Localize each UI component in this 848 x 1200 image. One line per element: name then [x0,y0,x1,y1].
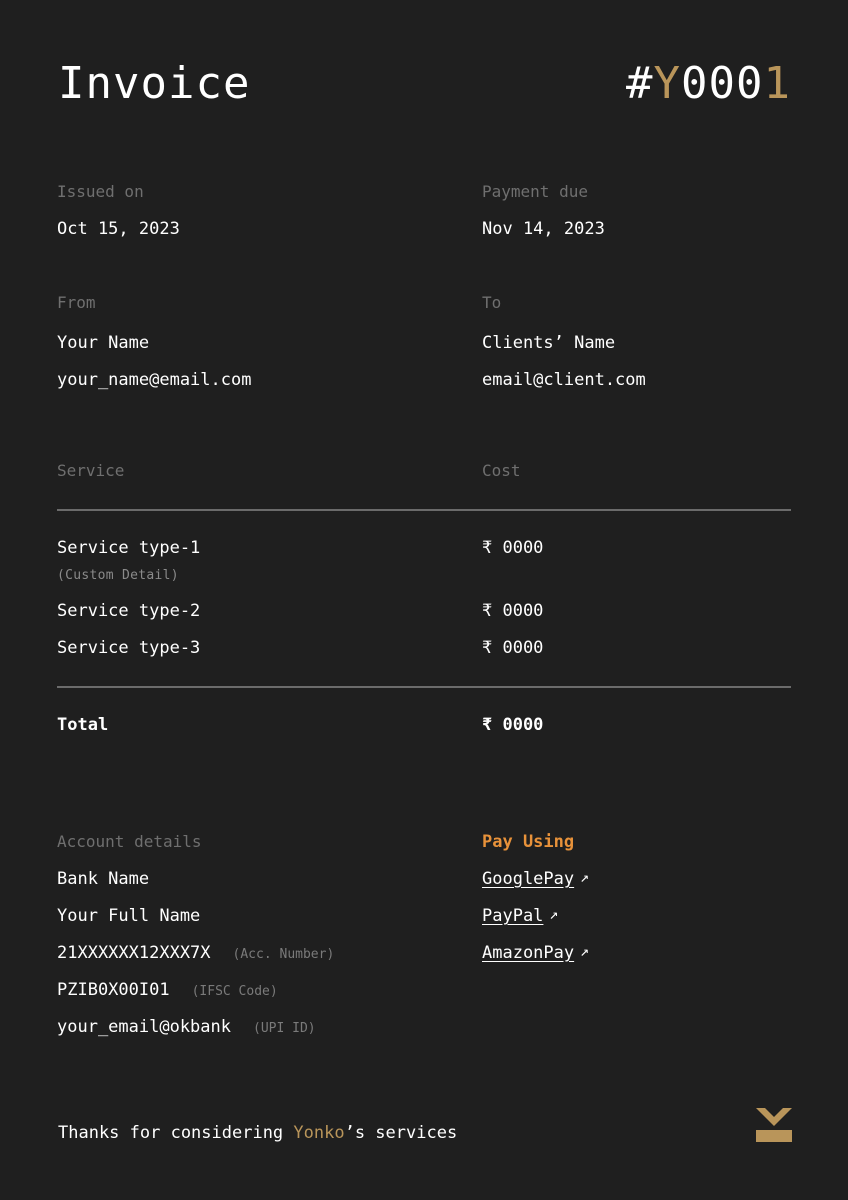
ifsc-code: PZIB0X00I01 [57,980,170,1000]
from-label: From [57,293,96,312]
ifsc-line [57,979,278,1003]
from-email: your_name@email.com [57,370,252,390]
from-name: Your Name [57,333,150,353]
invoice-number-last: 1 [763,58,791,109]
invoice-number-prefix: # [626,58,654,109]
to-label: To [482,293,502,312]
upi-line [57,1016,316,1040]
arrow-up-right-icon: ↗ [580,868,590,886]
arrow-up-right-icon: ↗ [580,942,590,960]
pay-using-heading: Pay Using [482,832,575,852]
paypal-link[interactable] [482,905,558,927]
table-row-detail: (Custom Detail) [57,568,179,583]
invoice-number-mid: 000 [681,58,764,109]
upi-note: (UPI ID) [253,1021,316,1036]
table-top-divider [57,509,791,511]
brand-name: Yonko [293,1123,345,1143]
account-number: 21XXXXXX12XXX7X [57,943,211,963]
amazonpay-link[interactable] [482,942,589,964]
footer-thanks [58,1122,457,1144]
table-row-service: Service type-1 [57,538,201,558]
total-label: Total [57,715,109,735]
payment-due-value: Nov 14, 2023 [482,219,605,239]
upi-id: your_email@okbank [57,1017,231,1037]
thanks-suffix: ’s services [344,1123,458,1143]
account-details-label: Account details [57,832,202,851]
table-row-service: Service type-3 [57,638,201,658]
issued-on-label: Issued on [57,182,144,201]
cost-column-header: Cost [482,461,521,480]
issued-on-value: Oct 15, 2023 [57,219,180,239]
to-name: Clients’ Name [482,333,616,353]
total-value: ₹ 0000 [482,715,544,735]
ifsc-note: (IFSC Code) [191,984,278,999]
account-holder-name: Your Full Name [57,906,201,926]
invoice-number-letter: Y [653,58,682,109]
paypal-link-label: PayPal [482,906,544,926]
invoice-number [626,58,791,110]
googlepay-link[interactable] [482,868,589,890]
service-column-header: Service [57,461,125,480]
table-row-service: Service type-2 [57,601,201,621]
account-number-note: (Acc. Number) [232,947,335,962]
account-number-line [57,942,334,966]
to-email: email@client.com [482,370,646,390]
invoice-title: Invoice [58,58,251,109]
yonko-logo-icon [756,1108,792,1142]
arrow-up-right-icon: ↗ [549,905,559,923]
amazonpay-link-label: AmazonPay [482,943,575,963]
bank-name: Bank Name [57,869,150,889]
table-bottom-divider [57,686,791,688]
table-row-cost: ₹ 0000 [482,538,544,558]
table-row-cost: ₹ 0000 [482,601,544,621]
thanks-prefix: Thanks for considering [58,1123,294,1143]
payment-due-label: Payment due [482,182,588,201]
googlepay-link-label: GooglePay [482,869,575,889]
table-row-cost: ₹ 0000 [482,638,544,658]
